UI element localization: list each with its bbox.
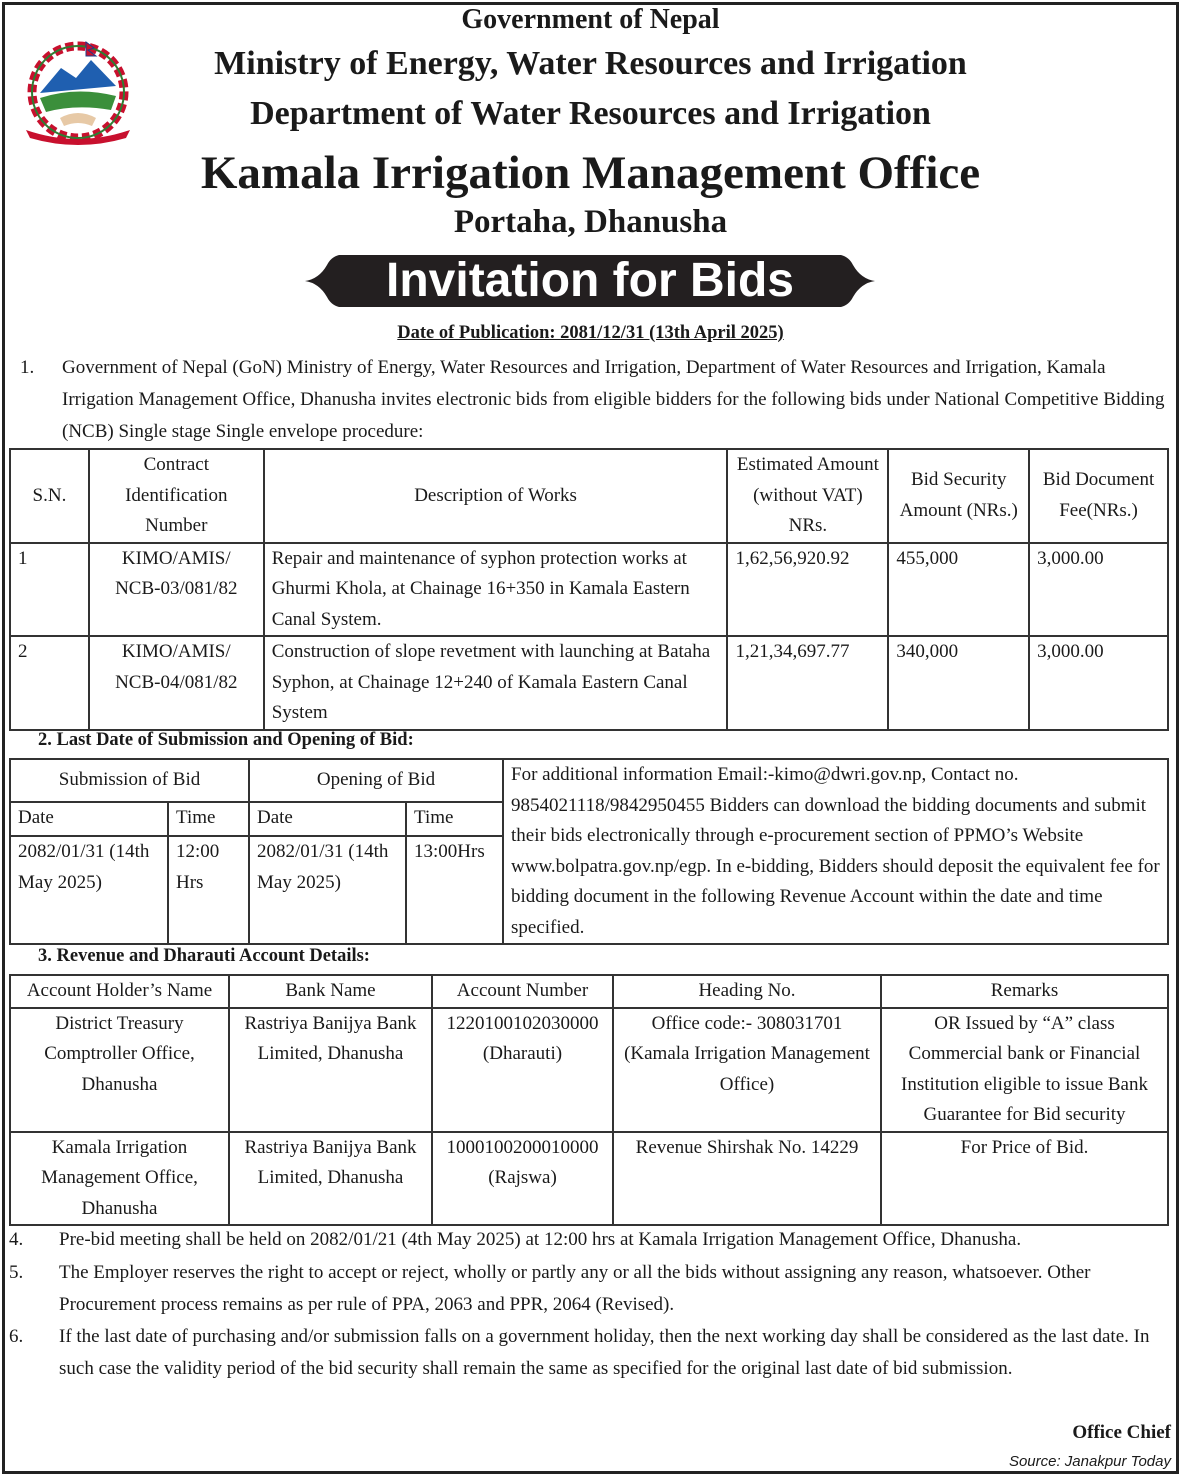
item-text: If the last date of purchasing and/or submission falls on a government holiday, then the next working day shall be considered as the last date. In such case the validity period of the bid security shall remain the same as specified for the original last date of bid submission. (59, 1326, 1150, 1379)
cell-contract-id: KIMO/AMIS/ NCB-04/081/82 (89, 636, 264, 730)
col-estimated-amount: Estimated Amount (without VAT) NRs. (727, 449, 888, 543)
col-account-holder: Account Holder’s Name (10, 975, 229, 1008)
cell-account-holder: District Treasury Comptroller Office, Dhanusha (10, 1008, 229, 1132)
cell-sn: 2 (10, 636, 89, 730)
list-item (9, 1224, 1174, 1257)
col-bank-name: Bank Name (229, 975, 432, 1008)
cell-bid-security: 455,000 (888, 543, 1029, 637)
opening-header: Opening of Bid (249, 759, 503, 802)
table-row (10, 1008, 1168, 1132)
sub-date-label: Date (10, 802, 168, 836)
item-text: Pre-bid meeting shall be held on 2082/01/21 (4th May 2025) at 12:00 hrs at Kamala Irrigation Management Office, Dhanusha. (59, 1229, 1022, 1250)
item-number: 1. (20, 357, 35, 378)
department-title: Department of Water Resources and Irrigation (250, 95, 931, 132)
cell-account-number: 1000100200010000 (Rajswa) (432, 1132, 613, 1226)
cell-estimated-amount: 1,62,56,920.92 (727, 543, 888, 637)
item-text: The Employer reserves the right to accept or reject, wholly or partly any or all the bids without assigning any reason, whatsoever. Other Procurement process remains as per rule of PPA, 2063 and PPR, 2064 (Revised). (59, 1262, 1091, 1315)
cell-account-holder: Kamala Irrigation Management Office, Dhanusha (10, 1132, 229, 1226)
item-number: 4. (9, 1229, 24, 1250)
col-remarks: Remarks (881, 975, 1168, 1008)
cell-bank-name: Rastriya Banijya Bank Limited, Dhanusha (229, 1132, 432, 1226)
table-row (10, 636, 1168, 730)
col-doc-fee: Bid Document Fee(NRs.) (1029, 449, 1168, 543)
cell-bank-name: Rastriya Banijya Bank Limited, Dhanusha (229, 1008, 432, 1132)
col-bid-security: Bid Security Amount (NRs.) (888, 449, 1029, 543)
cell-description: Construction of slope revetment with launching at Bataha Syphon, at Chainage 12+240 of Kamala Eastern Canal System (264, 636, 728, 730)
cell-contract-id: KIMO/AMIS/ NCB-03/081/82 (89, 543, 264, 637)
col-contract-id: Contract Identification Number (89, 449, 264, 543)
item-number: 5. (9, 1262, 24, 1283)
source-credit: Source: Janakpur Today (1008, 1453, 1171, 1470)
table-row (10, 543, 1168, 637)
gov-title: Government of Nepal (461, 4, 720, 35)
bids-table (9, 448, 1169, 731)
list-item (9, 1257, 1174, 1321)
cell-remarks: OR Issued by “A” class Commercial bank or Financial Institution eligible to issue Bank Guarantee for Bid security (881, 1008, 1168, 1132)
open-time-label: Time (406, 802, 503, 836)
cell-bid-security: 340,000 (888, 636, 1029, 730)
opening-time: 13:00Hrs (406, 836, 503, 944)
cell-doc-fee: 3,000.00 (1029, 543, 1168, 637)
publication-date: Date of Publication: 2081/12/31 (13th April 2025) (397, 323, 784, 343)
submission-header: Submission of Bid (10, 759, 249, 802)
open-date-label: Date (249, 802, 406, 836)
item-text: Government of Nepal (GoN) Ministry of Energy, Water Resources and Irrigation, Department of Water Resources and Irrigation, Kamala Irrigation Management Office, Dhanusha invites electronic bids from eligible bidders for the following bids under National Competitive Bidding (NCB) Single stage Single envelope procedure: (62, 357, 1165, 442)
col-description: Description of Works (264, 449, 728, 543)
table-row (10, 1132, 1168, 1226)
sub-time-label: Time (168, 802, 249, 836)
intro-paragraph (20, 352, 1170, 448)
cell-remarks: For Price of Bid. (881, 1132, 1168, 1226)
ministry-title: Ministry of Energy, Water Resources and Irrigation (214, 45, 967, 82)
additional-info: For additional information Email:-kimo@dwri.gov.np, Contact no. 9854021118/9842950455 Bidders can download the bidding documents and submit their bids electronically through e-procurement section of PPMO’s Website www.bolpatra.gov.np/egp. In e-bidding, Bidders should deposit the equivalent fee for bidding document in the following Revenue Account within the date and time specified. (503, 759, 1168, 944)
office-title: Kamala Irrigation Management Office (200, 147, 981, 199)
account-table (9, 974, 1169, 1226)
cell-heading-no: Revenue Shirshak No. 14229 (613, 1132, 881, 1226)
cell-estimated-amount: 1,21,34,697.77 (727, 636, 888, 730)
table-header-row (10, 449, 1168, 543)
submission-time: 12:00 Hrs (168, 836, 249, 944)
cell-description: Repair and maintenance of syphon protection works at Ghurmi Khola, at Chainage 16+350 in Kamala Eastern Canal System. (264, 543, 728, 637)
section3-heading: 3. Revenue and Dharauti Account Details: (38, 946, 370, 966)
location-title: Portaha, Dhanusha (453, 204, 728, 240)
cell-account-number: 1220100102030000 (Dharauti) (432, 1008, 613, 1132)
signature: Office Chief (1072, 1422, 1171, 1443)
col-sn: S.N. (10, 449, 89, 543)
list-item (9, 1321, 1174, 1385)
cell-sn: 1 (10, 543, 89, 637)
item-number: 6. (9, 1326, 24, 1347)
submission-table (9, 758, 1169, 945)
banner-text: Invitation for Bids (386, 254, 794, 307)
col-heading-no: Heading No. (613, 975, 881, 1008)
cell-heading-no: Office code:- 308031701 (Kamala Irrigation Management Office) (613, 1008, 881, 1132)
cell-doc-fee: 3,000.00 (1029, 636, 1168, 730)
col-account-number: Account Number (432, 975, 613, 1008)
invitation-banner (305, 255, 875, 307)
submission-date: 2082/01/31 (14th May 2025) (10, 836, 168, 944)
opening-date: 2082/01/31 (14th May 2025) (249, 836, 406, 944)
notes-list (9, 1224, 1174, 1385)
section2-heading: 2. Last Date of Submission and Opening of Bid: (38, 730, 414, 750)
